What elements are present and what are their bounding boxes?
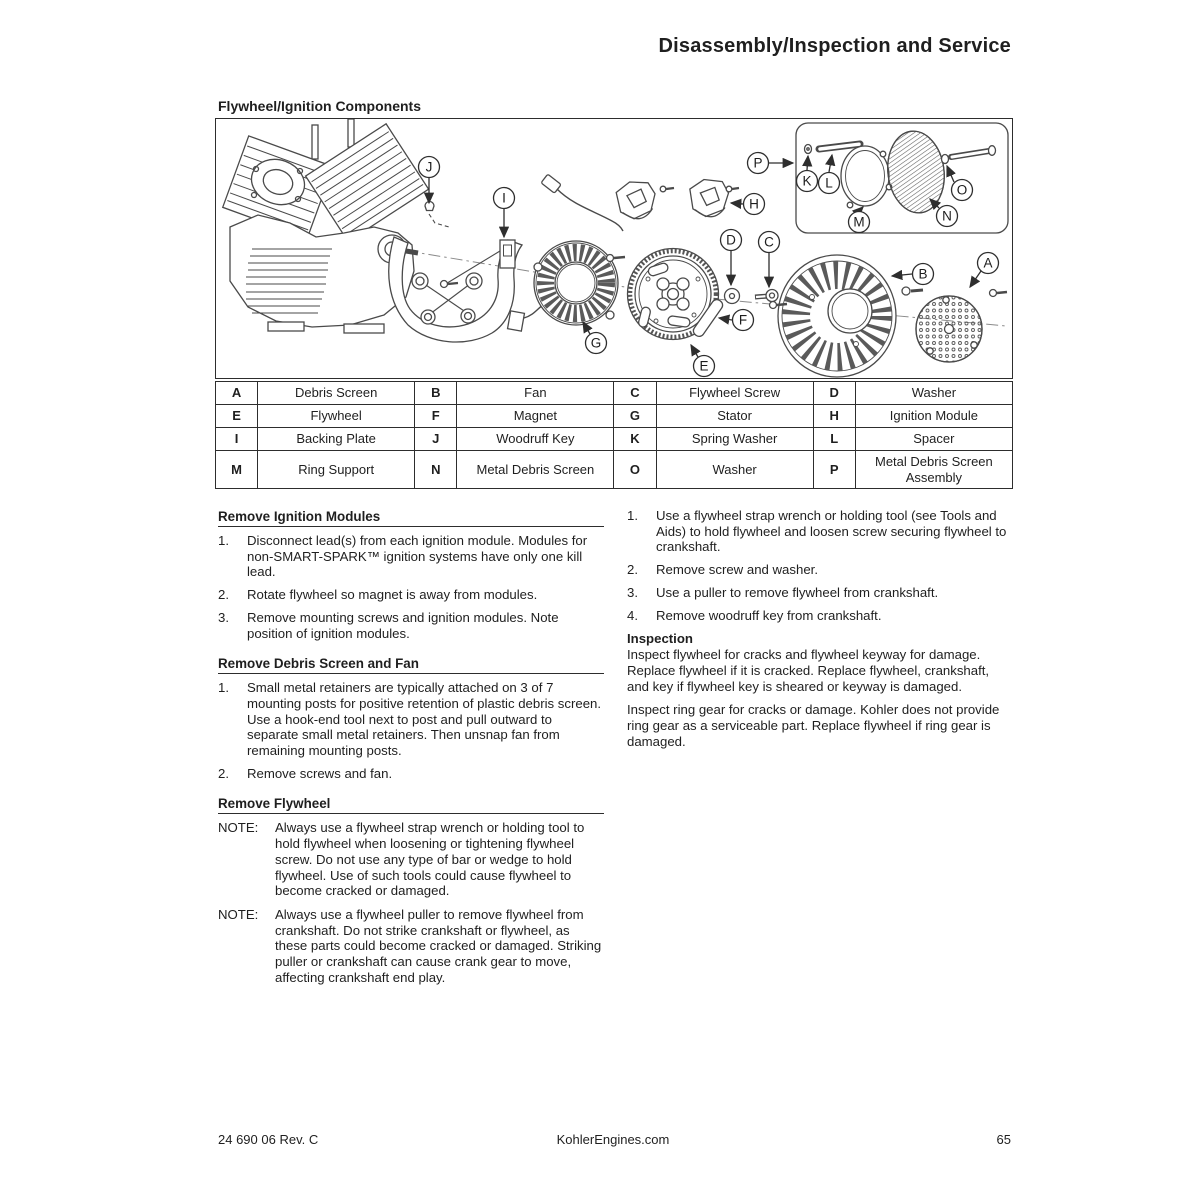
list-item	[218, 680, 604, 759]
part-key: M	[216, 451, 258, 489]
list-number: 2.	[218, 765, 229, 781]
part-label: Magnet	[457, 405, 614, 428]
list-number: 4.	[627, 607, 638, 623]
note-block	[218, 907, 604, 986]
callout-h	[731, 194, 765, 215]
part-label: Ring Support	[258, 451, 415, 489]
list-text: Use a flywheel strap wrench or holding tool (see Tools and Aids) to hold flywheel and loosen screw securing flywheel to crankshaft.	[656, 508, 1007, 555]
footer-document-number: 24 690 06 Rev. C	[218, 1132, 319, 1147]
table-row	[216, 405, 1013, 428]
part-label: Ignition Module	[855, 405, 1012, 428]
part-label: Fan	[457, 382, 614, 405]
callout-i	[494, 188, 515, 238]
part-key: F	[415, 405, 457, 428]
list-text: Use a puller to remove flywheel from crankshaft.	[656, 584, 939, 600]
svg-text:P: P	[753, 155, 763, 171]
part-label: Flywheel	[258, 405, 415, 428]
right-column	[627, 508, 1011, 757]
list-number: 1.	[218, 533, 229, 548]
section-heading: Remove Ignition Modules	[218, 508, 604, 527]
section-remove-debris-screen-and-fan	[218, 655, 604, 781]
part-label: Woodruff Key	[457, 428, 614, 451]
callout-b	[892, 264, 934, 285]
list-item	[627, 608, 1011, 624]
part-label: Spacer	[855, 428, 1012, 451]
section-remove-ignition-modules	[218, 508, 604, 641]
callout-c	[759, 232, 780, 288]
part-key: G	[614, 405, 656, 428]
part-key: J	[415, 428, 457, 451]
list-item	[218, 766, 604, 782]
list-item	[627, 562, 1011, 578]
svg-text:N: N	[942, 208, 952, 224]
part-key: N	[415, 451, 457, 489]
svg-text:M: M	[853, 214, 865, 230]
inspection-heading: Inspection	[627, 631, 693, 647]
part-key: C	[614, 382, 656, 405]
flywheel-ignition-diagram	[216, 119, 1012, 378]
svg-text:O: O	[956, 182, 968, 198]
footer-page-number: 65	[996, 1132, 1011, 1147]
table-row	[216, 428, 1013, 451]
inspection-paragraph: Inspect ring gear for cracks or damage. Kohler does not provide ring gear as a serviceable part. Replace flywheel if ring gear is damaged.	[627, 702, 1000, 749]
section-remove-flywheel	[218, 795, 604, 985]
part-key: O	[614, 451, 656, 489]
part-key: E	[216, 405, 258, 428]
svg-text:J: J	[425, 159, 433, 175]
part-label: Spring Washer	[656, 428, 813, 451]
table-row	[216, 451, 1013, 489]
list-item	[218, 533, 604, 580]
table-row	[216, 382, 1013, 405]
svg-text:C: C	[764, 234, 774, 250]
inspection-paragraph: Inspect flywheel for cracks and flywheel keyway for damage. Replace flywheel if it is cracked. Replace flywheel, crankshaft, and key if flywheel key is sheared or keyway is damaged.	[627, 647, 990, 694]
svg-text:I: I	[502, 190, 506, 206]
page-header-title: Disassembly/Inspection and Service	[658, 35, 1011, 57]
list-item	[627, 585, 1011, 601]
callout-e	[691, 345, 715, 377]
callout-d	[721, 230, 742, 286]
part-key: P	[813, 451, 855, 489]
section-heading: Remove Flywheel	[218, 795, 604, 814]
ignition-modules	[615, 177, 739, 222]
list-text: Remove mounting screws and ignition modules. Note position of ignition modules.	[247, 609, 559, 641]
part-label: Flywheel Screw	[656, 382, 813, 405]
list-number: 3.	[218, 609, 229, 625]
part-key: B	[415, 382, 457, 405]
part-key: I	[216, 428, 258, 451]
list-text: Small metal retainers are typically attached on 3 of 7 mounting posts for positive retention of plastic debris screen. Use a hook-end tool next to post and pull outward to separate small metal retainers. Then unsnap fan from remaining mounting posts.	[247, 680, 602, 759]
svg-text:A: A	[983, 255, 993, 271]
part-key: K	[614, 428, 656, 451]
list-number: 2.	[218, 587, 229, 603]
list-text: Remove screw and washer.	[656, 562, 818, 578]
footer-website: KohlerEngines.com	[556, 1132, 670, 1147]
callout-p	[748, 153, 794, 174]
figure-title: Flywheel/Ignition Components	[218, 98, 421, 114]
list-item	[218, 587, 604, 603]
part-key: D	[813, 382, 855, 405]
stator	[508, 174, 623, 331]
section-heading: Remove Debris Screen and Fan	[218, 655, 604, 674]
svg-text:F: F	[738, 312, 748, 328]
woodruff-key	[425, 202, 449, 228]
note-text: Always use a flywheel strap wrench or holding tool to hold flywheel when loosening or tightening flywheel screw. Do not use any type of bar or wedge to hold flywheel. Use of such tools could cause flywheel to become cracked or damaged.	[275, 820, 585, 899]
left-column	[218, 508, 604, 999]
list-number: 1.	[627, 508, 638, 523]
list-text: Rotate flywheel so magnet is away from modules.	[247, 587, 538, 603]
part-label: Washer	[855, 382, 1012, 405]
part-label: Metal Debris Screen Assembly	[855, 451, 1012, 489]
list-number: 2.	[627, 562, 638, 578]
callout-a	[970, 253, 999, 288]
note-text: Always use a flywheel puller to remove flywheel from crankshaft. Do not strike crankshaft or flywheel, as these parts could become cracked or damaged. Striking puller or crankshaft can cause crank gear to move, affecting crankshaft end play.	[275, 906, 602, 985]
svg-text:H: H	[749, 196, 759, 212]
part-label: Backing Plate	[258, 428, 415, 451]
part-key: A	[216, 382, 258, 405]
svg-text:D: D	[726, 232, 736, 248]
part-key: H	[813, 405, 855, 428]
svg-text:G: G	[590, 335, 602, 351]
list-text: Remove woodruff key from crankshaft.	[656, 607, 882, 623]
part-key: L	[813, 428, 855, 451]
part-label: Debris Screen	[258, 382, 415, 405]
note-block	[218, 820, 604, 899]
svg-text:E: E	[699, 358, 709, 374]
diagram-frame	[215, 118, 1013, 379]
part-label: Washer	[656, 451, 813, 489]
svg-text:B: B	[918, 266, 928, 282]
note-label: NOTE:	[218, 820, 259, 836]
list-text: Remove screws and fan.	[247, 765, 393, 781]
parts-table	[215, 381, 1013, 489]
list-number: 1.	[218, 680, 229, 696]
list-text: Disconnect lead(s) from each ignition module. Modules for non-SMART-SPARK™ ignition systems have only one kill lead.	[247, 533, 588, 580]
list-item	[218, 610, 604, 641]
flywheel-washer	[725, 289, 740, 304]
svg-text:L: L	[825, 175, 833, 191]
debris-screen	[916, 290, 1007, 363]
svg-text:K: K	[802, 173, 812, 189]
part-label: Metal Debris Screen	[457, 451, 614, 489]
note-label: NOTE:	[218, 906, 259, 922]
callout-f	[719, 310, 754, 331]
list-number: 3.	[627, 584, 638, 600]
callout-g	[583, 322, 607, 354]
list-item	[627, 508, 1011, 555]
flywheel-screw	[755, 290, 778, 302]
part-label: Stator	[656, 405, 813, 428]
